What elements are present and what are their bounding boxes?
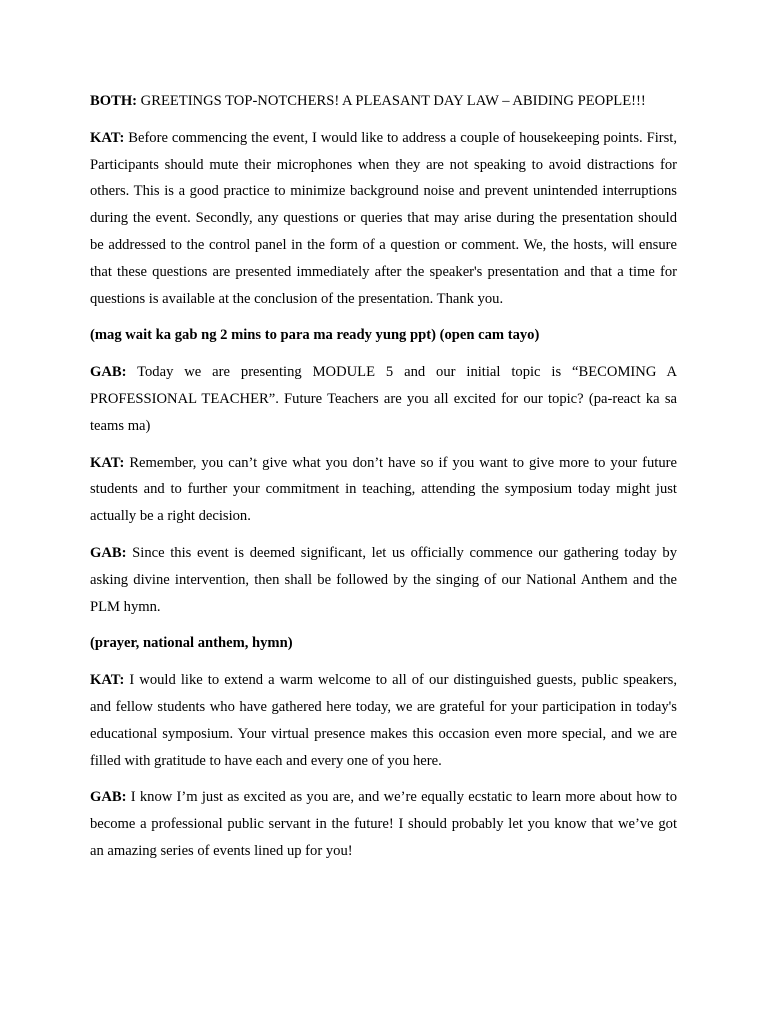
speaker-label: GAB: [90, 789, 127, 806]
line-text: Since this event is deemed significant, let us officially commence our gathering today by asking divine intervention, then shall be followed by the singing of our National Anthem and the PLM hymn. [90, 544, 677, 615]
line-kat-housekeeping [90, 125, 677, 313]
line-kat-remember [90, 450, 677, 530]
line-text: Today we are presenting MODULE 5 and our initial topic is “BECOMING A PROFESSIONAL TEACHER”. Future Teachers are you all excited for our topic? (pa-react ka sa teams ma) [90, 364, 677, 434]
stage-direction-wait: (mag wait ka gab ng 2 mins to para ma ready yung ppt) (open cam tayo) [90, 327, 540, 344]
speaker-label: KAT: [90, 129, 125, 146]
line-kat-welcome [90, 667, 677, 774]
stage-direction-prayer: (prayer, national anthem, hymn) [90, 635, 293, 652]
speaker-label: KAT: [90, 454, 125, 471]
line-both-greeting [90, 88, 677, 115]
line-text: Before commencing the event, I would like to address a couple of housekeeping points. First, Participants should mute their microphones when they are not speaking to avoid distractions for others. This is a good practice to minimize background noise and prevent unintended interruptions during the event. Secondly, any questions or queries that may arise during the presentation should be addressed to the control panel in the form of a question or comment. We, the hosts, will ensure that these questions are presented immediately after the speaker's presentation and that a time for questions is available at the conclusion of the presentation. Thank you. [90, 129, 677, 307]
line-gab-commence [90, 540, 677, 620]
line-text: I know I’m just as excited as you are, and we’re equally ecstatic to learn more about how to become a professional public servant in the future! I should probably let you know that we’ve got an amazing series of events lined up for you! [90, 789, 677, 859]
line-text: I would like to extend a warm welcome to all of our distinguished guests, public speakers, and fellow students who have gathered here today, we are grateful for your participation in today's educational symposium. Your virtual presence makes this occasion even more special, and we are filled with gratitude to have each and every one of you here. [90, 672, 677, 769]
line-text: Remember, you can’t give what you don’t have so if you want to give more to your future students and to further your commitment in teaching, attending the symposium today might just actually be a right decision. [90, 454, 677, 525]
line-gab-module [90, 359, 677, 439]
speaker-label: GAB: [90, 544, 127, 561]
speaker-label: KAT: [90, 672, 125, 689]
line-gab-excited [90, 784, 677, 864]
script-document [90, 88, 677, 875]
speaker-label: GAB: [90, 364, 127, 381]
speaker-label: BOTH: [90, 93, 138, 109]
line-text: GREETINGS TOP-NOTCHERS! A PLEASANT DAY LAW – ABIDING PEOPLE!!! [137, 93, 646, 109]
